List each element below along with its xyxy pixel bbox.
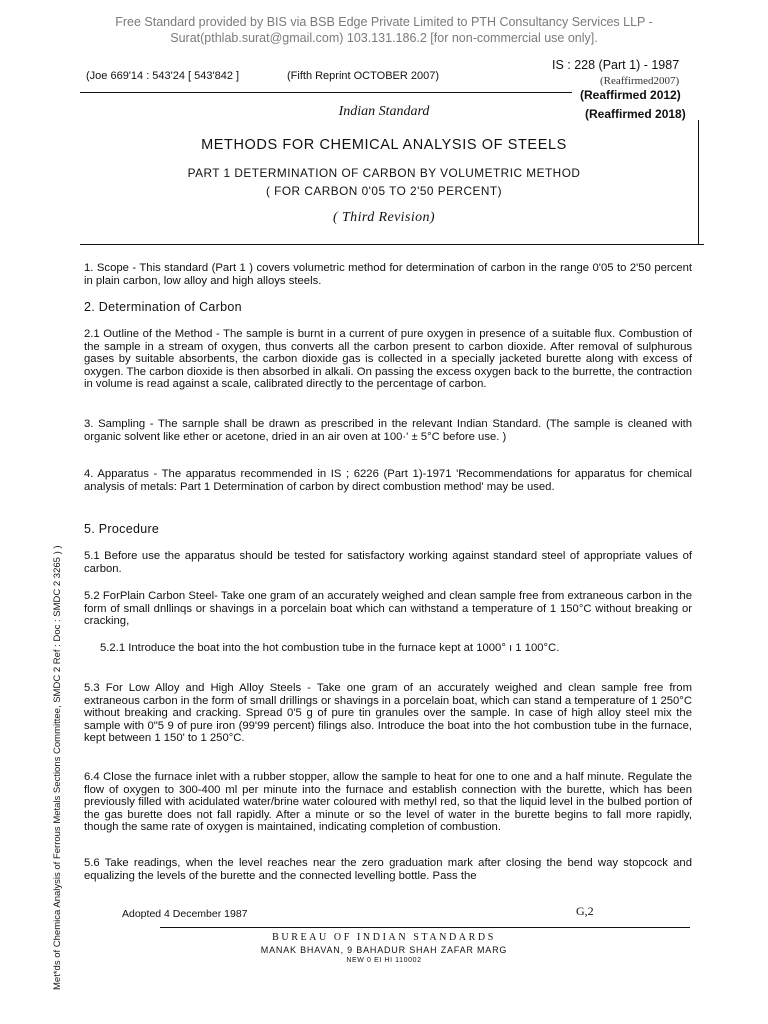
- header-rule: [80, 92, 572, 93]
- adopted-date: Adopted 4 December 1987: [122, 908, 248, 920]
- reaffirmed-2007: (Reaffirmed2007): [600, 75, 680, 87]
- sidebar-reference-text: Met*ds of Chemica Analysis of Ferrous Metals Sections Committee, SMDC 2 Ref : Doc : SMDC 2 3265 ) ): [52, 545, 63, 990]
- reaffirmed-2018: (Reaffirmed 2018): [585, 107, 686, 121]
- section-scope: 1. Scope - This standard (Part 1 ) covers volumetric method for determination of carbon in the range 0'05 to 2'50 percent in plain carbon, low alloy and high alloys steels.: [84, 262, 692, 287]
- watermark-line-1: Free Standard provided by BIS via BSB Edge Private Limited to PTH Consultancy Services LLP -: [115, 15, 653, 29]
- section-5-1: 5.1 Before use the apparatus should be tested for satisfactory working against standard steel of appropriate values of carbon.: [84, 550, 692, 575]
- title-rule: [80, 244, 704, 245]
- bureau-city: NEW 0 EI HI 110002: [346, 957, 422, 964]
- udc-code: (Joe 669'14 : 543'24 [ 543'842 ]: [86, 70, 240, 82]
- section-5-2: 5.2 ForPlain Carbon Steel- Take one gram of an accurately weighed and clean sample free from extraneous carbon in the form of small dnllinqs or shavings in a porcelain boat which can withstand a temperature of 1 150°C without breaking or cracking,: [84, 590, 692, 628]
- group-code: G,2: [576, 904, 594, 918]
- section-outline-method: 2.1 Outline of the Method - The sample is burnt in a current of pure oxygen in presence of a suitable flux. Combustion of the sample in a stream of oxygen, thus converts all the carbon present to carbon dioxide. After removal of sulphurous gases by suitable absorbents, the carbon dioxide gas is collected in a specially jacketed burette along with excess of oxygen. The carbon dioxide is then absorbed in alkali. On passing the excess oxygen back to the burrette, the contraction in volume is read against a scale, calibrated directly to the percentage of carbon.: [84, 328, 692, 391]
- section-5-3: 5.3 For Low Alloy and High Alloy Steels - Take one gram of an accurately weighed and clean sample free from extraneous carbon in the form of small drillings or shavings in a porcelain boat, which can stand a temperature of 1 250°C without breaking and cracking. Spread 0'5 g of pure tin granules over the sample. In case of high alloy steel mix the sample with 0"5 9 of pure iron (99'99 percent) filings also. Introduce the boat into the hot combustion tube in the furnace, kept between 1 150' to 1 250°C.: [84, 682, 692, 745]
- section-5-2-1: 5.2.1 Introduce the boat into the hot combustion tube in the furnace kept at 1000° ı 1 100°C.: [100, 642, 560, 654]
- standard-number: IS : 228 (Part 1) - 1987: [552, 58, 680, 72]
- watermark-line-2: Surat(pthlab.surat@gmail.com) 103.131.186.2 [for non-commercial use only].: [170, 31, 598, 45]
- section-5-4: 6.4 Close the furnace inlet with a rubber stopper, allow the sample to heat for one to one and a half minute. Regulate the flow of oxygen to 300-400 ml per minute into the furnace and establish connection with the burette, which has been previously filled with acidulated water/brine water coloured with methyl red, so that the liquid level in the bulbed portion of the gas burette does not fall rapidly. After a minute or so the level of water in the burette begins to fall more rapidly, though the same rate of oxygen is maintained, indicating completion of combustion.: [84, 771, 692, 834]
- footer-rule: [160, 927, 690, 928]
- section-5-6: 5.6 Take readings, when the level reaches near the zero graduation mark after closing the bend way stopcock and equalizing the levels of the burette and the connected levelling bottle. Pass the: [84, 857, 692, 882]
- document-title: METHODS FOR CHEMICAL ANALYSIS OF STEELS: [201, 137, 567, 153]
- reprint-note: (Fifth Reprint OCTOBER 2007): [287, 70, 440, 82]
- part-title: PART 1 DETERMINATION OF CARBON BY VOLUMETRIC METHOD: [187, 166, 581, 180]
- reaffirmed-2012: (Reaffirmed 2012): [580, 88, 681, 102]
- indian-standard-label: Indian Standard: [338, 104, 430, 119]
- section-sampling: 3. Sampling - The sarnple shall be drawn as prescribed in the relevant Indian Standard. (The sample is cleaned with organic solvent like ether or acetone, dried in an air oven at 100·' ± 5°C before use. ): [84, 418, 692, 443]
- bureau-name: BUREAU OF INDIAN STANDARDS: [272, 932, 496, 943]
- section-determination-heading: 2. Determination of Carbon: [84, 300, 242, 314]
- carbon-range: ( FOR CARBON 0'05 TO 2'50 PERCENT): [265, 184, 503, 198]
- revision-label: ( Third Revision): [333, 210, 435, 225]
- section-procedure-heading: 5. Procedure: [84, 522, 160, 536]
- section-apparatus: 4. Apparatus - The apparatus recommended in IS ; 6226 (Part 1)-1971 'Recommendations for apparatus for chemical analysis of metals: Part 1 Determination of carbon by direct combustion method' may be used.: [84, 468, 692, 493]
- bureau-address: MANAK BHAVAN, 9 BAHADUR SHAH ZAFAR MARG: [260, 945, 508, 955]
